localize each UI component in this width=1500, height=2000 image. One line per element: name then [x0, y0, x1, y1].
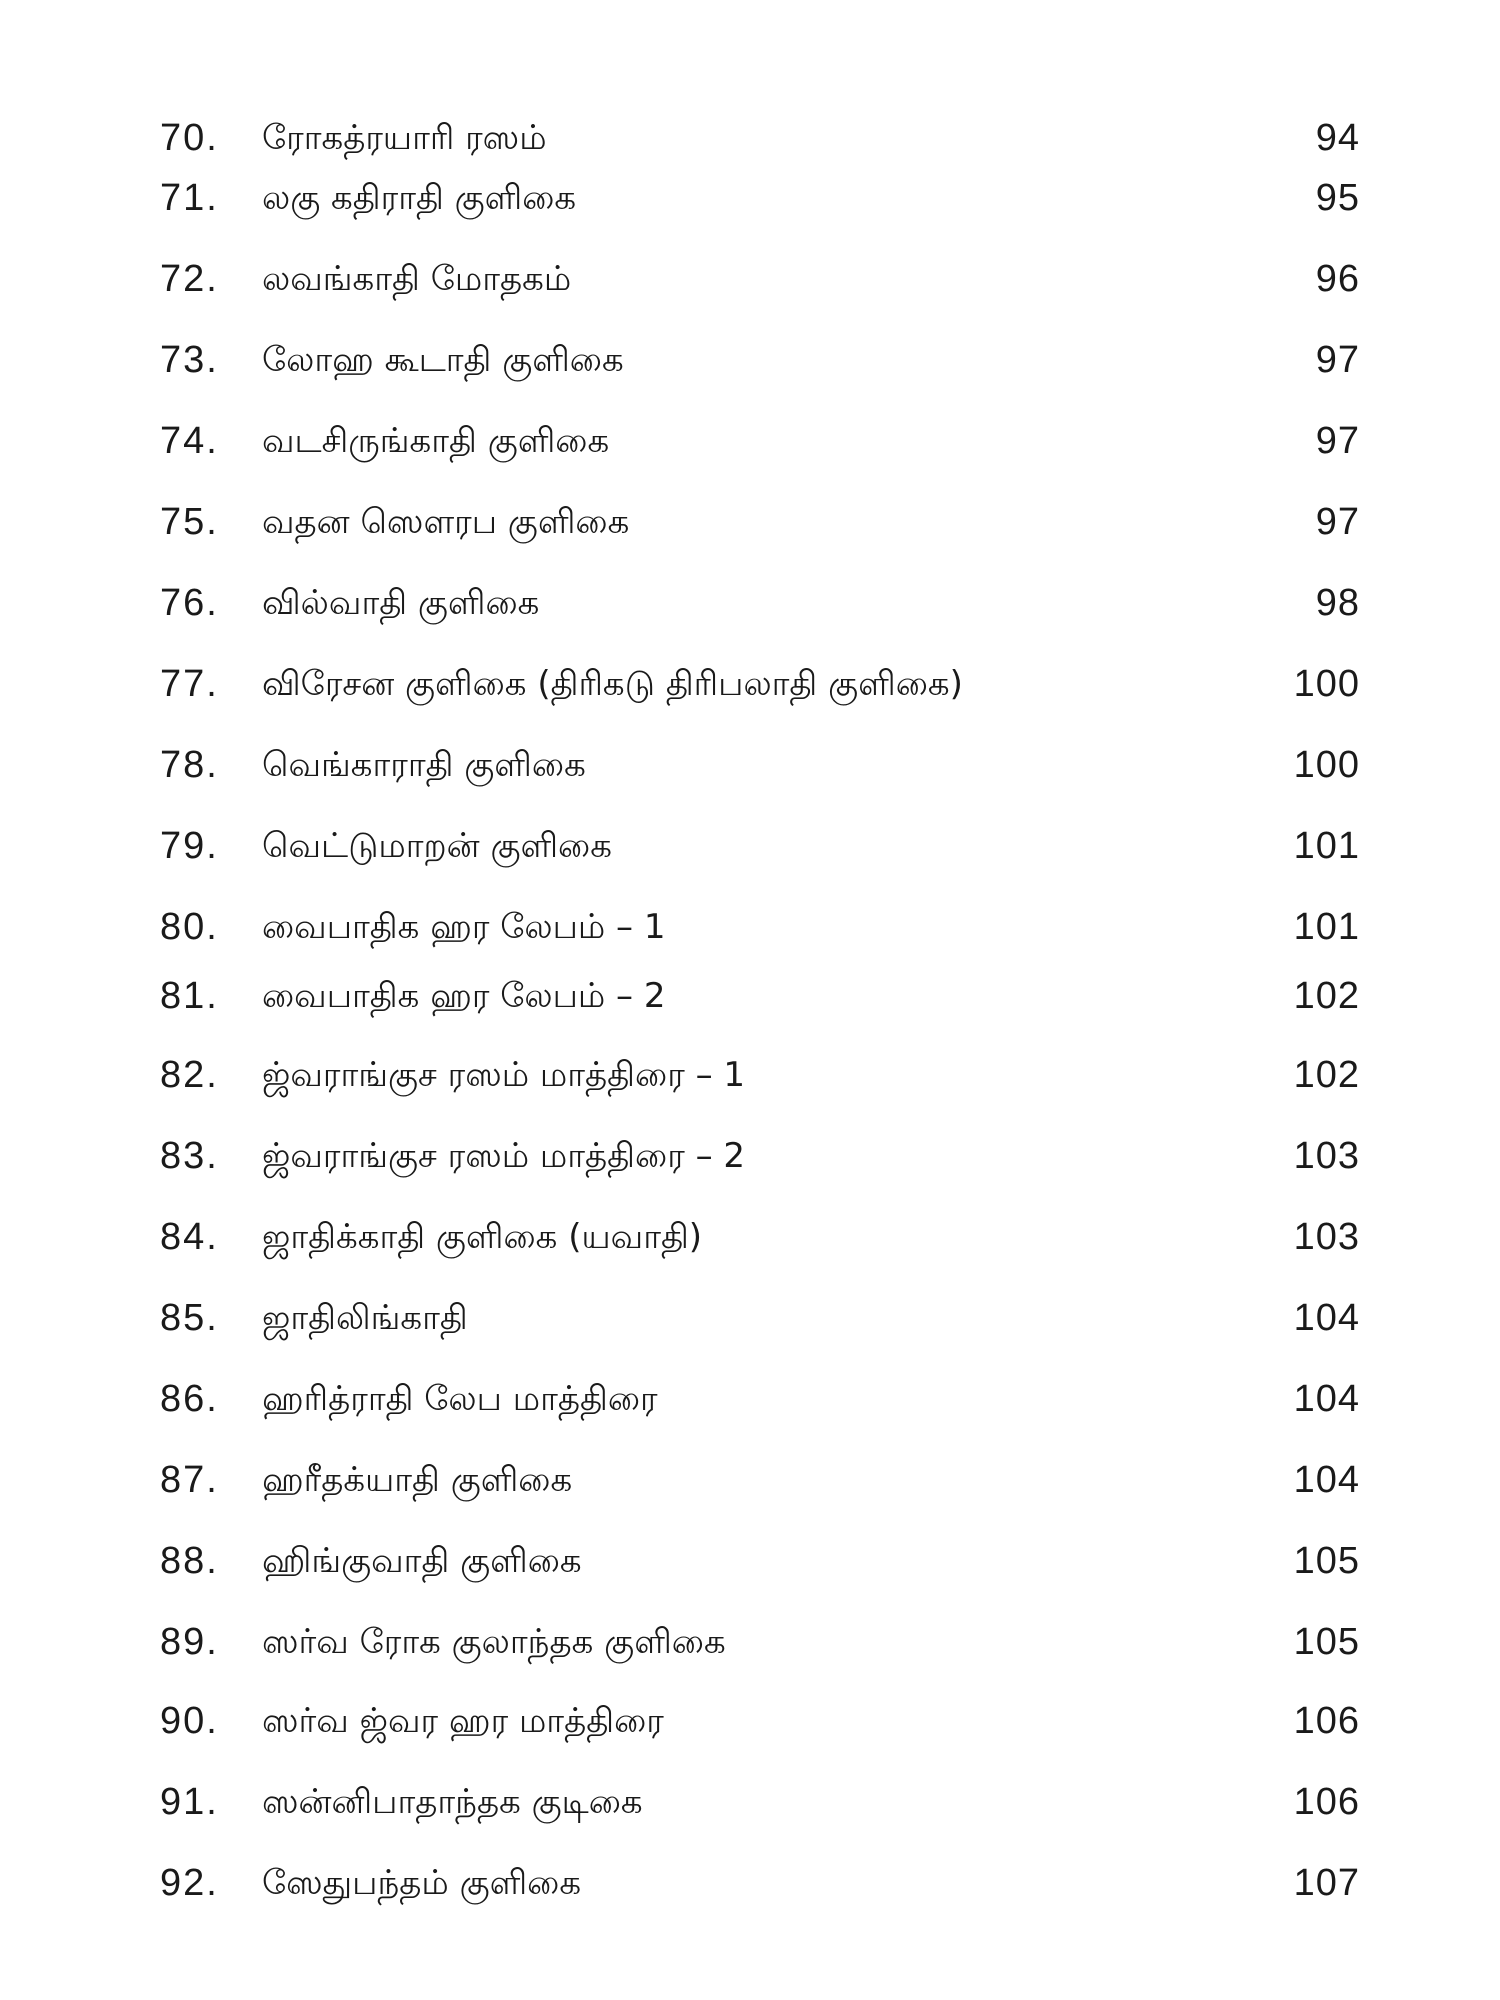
entry-number: 89. — [160, 1621, 219, 1663]
entry-title: ஸேதுபந்தம் குளிகை — [262, 1863, 582, 1903]
entry-page-number: 94 — [1315, 117, 1360, 159]
entry-number: 71. — [160, 177, 219, 219]
entry-title: ஜ்வராங்குச ரஸம் மாத்திரை – 2 — [262, 1136, 746, 1176]
entry-number: 90. — [160, 1700, 219, 1742]
entry-number: 79. — [160, 825, 219, 867]
entry-page-number: 101 — [1293, 825, 1360, 867]
entry-title: லகு கதிராதி குளிகை — [262, 178, 577, 218]
entry-number: 87. — [160, 1459, 219, 1501]
entry-title: வில்வாதி குளிகை — [262, 583, 540, 623]
toc-entry — [0, 1126, 1500, 1186]
entry-number: 92. — [160, 1862, 219, 1904]
toc-entry — [0, 1207, 1500, 1267]
entry-number: 70. — [160, 117, 219, 159]
entry-number: 75. — [160, 501, 219, 543]
entry-page-number: 105 — [1293, 1621, 1360, 1663]
entry-title: ஸர்வ ஜ்வர ஹர மாத்திரை — [262, 1701, 664, 1741]
entry-page-number: 103 — [1293, 1135, 1360, 1177]
entry-page-number: 101 — [1293, 906, 1360, 948]
toc-entry — [0, 168, 1500, 228]
entry-title: ஸன்னிபாதாந்தக குடிகை — [262, 1782, 643, 1822]
toc-entry — [0, 1450, 1500, 1510]
entry-page-number: 97 — [1315, 420, 1360, 462]
entry-number: 80. — [160, 906, 219, 948]
entry-page-number: 103 — [1293, 1216, 1360, 1258]
entry-title: லவங்காதி மோதகம் — [262, 259, 572, 299]
entry-title: லோஹ கூடாதி குளிகை — [262, 340, 624, 380]
entry-title: விரேசன குளிகை (திரிகடு திரிபலாதி குளிகை) — [262, 664, 963, 704]
entry-number: 91. — [160, 1781, 219, 1823]
entry-page-number: 96 — [1315, 258, 1360, 300]
entry-page-number: 107 — [1293, 1862, 1360, 1904]
entry-title: ஹரீதக்யாதி குளிகை — [262, 1460, 573, 1500]
entry-page-number: 104 — [1293, 1297, 1360, 1339]
toc-entry — [0, 816, 1500, 876]
toc-entry — [0, 1288, 1500, 1348]
entry-number: 86. — [160, 1378, 219, 1420]
entry-page-number: 98 — [1315, 582, 1360, 624]
entry-page-number: 105 — [1293, 1540, 1360, 1582]
entry-title: வெங்காராதி குளிகை — [262, 745, 586, 785]
entry-title: ஸர்வ ரோக குலாந்தக குளிகை — [262, 1622, 726, 1662]
entry-number: 74. — [160, 420, 219, 462]
toc-entry — [0, 1531, 1500, 1591]
entry-page-number: 104 — [1293, 1459, 1360, 1501]
toc-entry — [0, 1045, 1500, 1105]
entry-number: 77. — [160, 663, 219, 705]
entry-page-number: 104 — [1293, 1378, 1360, 1420]
toc-entry — [0, 1612, 1500, 1672]
entry-number: 83. — [160, 1135, 219, 1177]
entry-title: வைபாதிக ஹர லேபம் – 1 — [262, 907, 666, 947]
entry-page-number: 100 — [1293, 744, 1360, 786]
toc-entry — [0, 330, 1500, 390]
toc-entry — [0, 654, 1500, 714]
entry-page-number: 97 — [1315, 339, 1360, 381]
entry-title: வெட்டுமாறன் குளிகை — [262, 826, 612, 866]
entry-page-number: 100 — [1293, 663, 1360, 705]
toc-entry — [0, 735, 1500, 795]
entry-title: ஜாதிலிங்காதி — [262, 1298, 468, 1338]
toc-entry — [0, 1691, 1500, 1751]
entry-title: ஹரித்ராதி லேப மாத்திரை — [262, 1379, 658, 1419]
entry-number: 82. — [160, 1054, 219, 1096]
toc-entry — [0, 108, 1500, 168]
entry-title: வதன ஸௌரப குளிகை — [262, 502, 630, 542]
entry-title: வைபாதிக ஹர லேபம் – 2 — [262, 976, 666, 1016]
toc-entry — [0, 411, 1500, 471]
entry-page-number: 106 — [1293, 1781, 1360, 1823]
toc-entry — [0, 1853, 1500, 1913]
entry-title: ஹிங்குவாதி குளிகை — [262, 1541, 582, 1581]
entry-title: ரோகத்ரயாரி ரஸம் — [262, 118, 547, 158]
toc-entry — [0, 1772, 1500, 1832]
toc-entry — [0, 897, 1500, 957]
entry-page-number: 95 — [1315, 177, 1360, 219]
toc-entry — [0, 573, 1500, 633]
entry-number: 85. — [160, 1297, 219, 1339]
entry-number: 88. — [160, 1540, 219, 1582]
toc-entry — [0, 966, 1500, 1026]
entry-number: 76. — [160, 582, 219, 624]
entry-number: 81. — [160, 975, 219, 1017]
toc-entry — [0, 1369, 1500, 1429]
entry-page-number: 102 — [1293, 975, 1360, 1017]
toc-entry — [0, 249, 1500, 309]
entry-number: 78. — [160, 744, 219, 786]
entry-title: வடசிருங்காதி குளிகை — [262, 421, 610, 461]
entry-title: ஜ்வராங்குச ரஸம் மாத்திரை – 1 — [262, 1055, 746, 1095]
entry-number: 72. — [160, 258, 219, 300]
entry-title: ஜாதிக்காதி குளிகை (யவாதி) — [262, 1217, 703, 1257]
toc-entry — [0, 492, 1500, 552]
entry-page-number: 102 — [1293, 1054, 1360, 1096]
entry-page-number: 106 — [1293, 1700, 1360, 1742]
entry-number: 73. — [160, 339, 219, 381]
entry-number: 84. — [160, 1216, 219, 1258]
entry-page-number: 97 — [1315, 501, 1360, 543]
